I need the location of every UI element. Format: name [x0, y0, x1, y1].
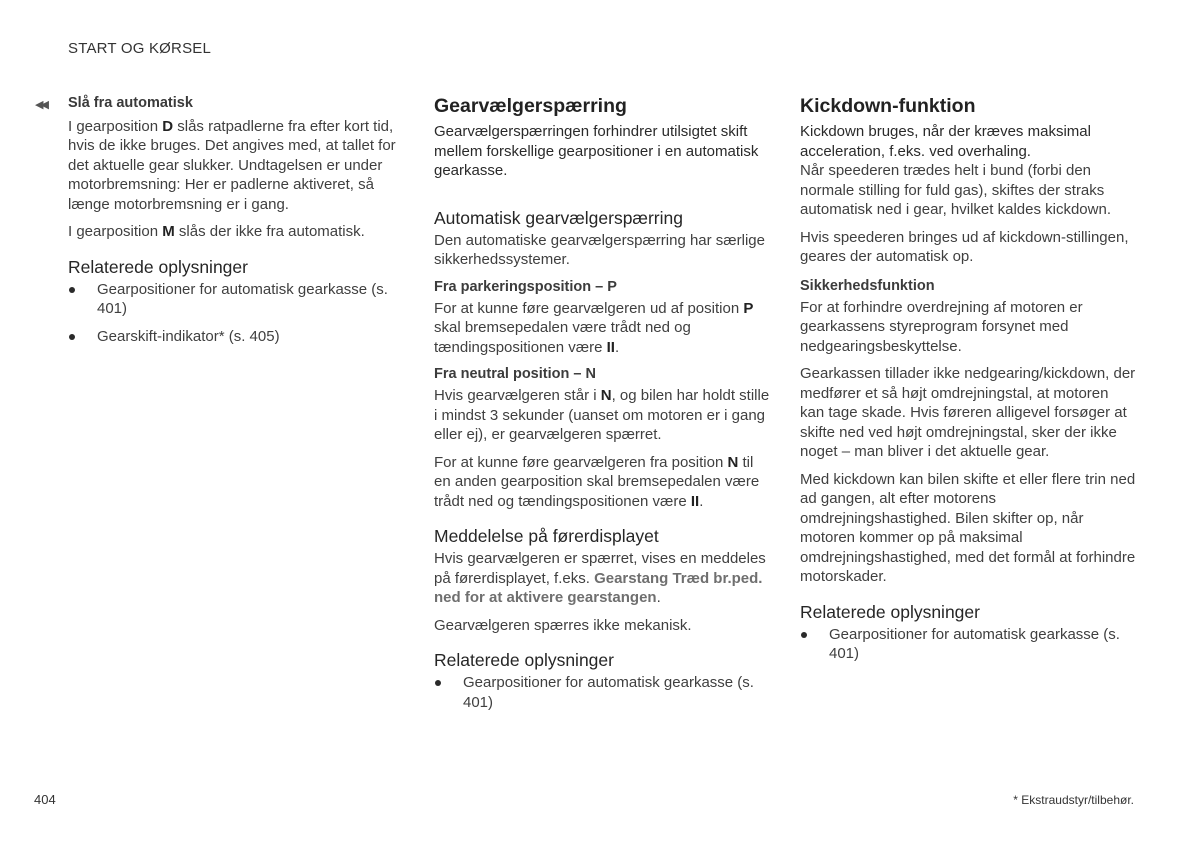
display-message: Gearstang Træd br.ped. ned for at aktivere gearstangen [434, 569, 763, 606]
related-heading: Relaterede oplysninger [68, 256, 248, 277]
paragraph: Hvis gearvælgeren er spærret, vises en meddeles på førerdisplayet, f.eks. Gearstang Træd br.ped. ned for at aktivere gearstangen. [434, 550, 766, 606]
section-header: START OG KØRSEL [68, 40, 212, 57]
subheading-park: Fra parkeringsposition – P [434, 278, 617, 295]
section-intro: Kickdown bruges, når der kræves maksimal acceleration, f.eks. ved overhaling. [800, 123, 1091, 160]
section-title: Gearvælgerspærring [434, 95, 627, 117]
section-title: Kickdown-funktion [800, 95, 976, 117]
page-number: 404 [34, 792, 56, 807]
bullet-icon [69, 287, 75, 293]
related-heading: Relaterede oplysninger [800, 601, 980, 622]
subsection-title: Meddelelse på førerdisplayet [434, 526, 659, 546]
section-intro: Gearvælgerspærringen forhindrer utilsigtet skift mellem forskellige gearpositioner i en automatisk gearkasse. [434, 123, 759, 179]
related-heading: Relaterede oplysninger [434, 650, 614, 670]
related-link[interactable]: Gearpositioner for automatisk gearkasse (s. 401) [68, 280, 400, 319]
column-left [35, 94, 400, 354]
paragraph: Med kickdown kan bilen skifte et eller flere trin ned ad gangen, alt efter motorens omdrejningshastighed. Bilen skifter op, når motoren kommer op på maksimal omdrejningshastighed, med det formål at forhindre motorskader. [800, 470, 1136, 585]
paragraph: For at kunne føre gearvælgeren fra position N til en anden gearposition skal bremsepedalen være trådt ned og tændingspositionen være II. [434, 453, 760, 510]
subheading-safety: Sikkerhedsfunktion [800, 277, 935, 294]
paragraph-gear-d: I gearposition D slås ratpadlerne fra efter kort tid, hvis de ikke bruges. Det angives med, at tallet for det aktuelle gear slukker. Undtagelsen er under motorbremsning: Her er padlerne aktiveret, så længe motorbremsning er i gang. [68, 117, 396, 213]
bullet-icon [435, 680, 441, 686]
paragraph-gear-m: I gearposition M slås der ikke fra automatisk. [68, 223, 365, 240]
paragraph: Gearkassen tillader ikke nedgearing/kickdown, der medfører et så højt omdrejningstal, at motoren kan tage skade. Hvis føreren alligevel forsøger at skifte ned ved højt omdrejningstal, sker der ikke noget – man bliver i det aktuelle gear. [800, 365, 1136, 460]
related-link[interactable]: Gearpositioner for automatisk gearkasse (s. 401) [434, 673, 770, 712]
footnote: * Ekstraudstyr/tilbehør. [1013, 793, 1134, 807]
paragraph: Hvis gearvælgeren står i N, og bilen har holdt stille i mindst 3 sekunder (uanset om motoren er i gang eller ej), er gearvælgeren spærret. [434, 387, 770, 443]
related-link[interactable]: Gearskift-indikator* (s. 405) [68, 327, 400, 347]
column-right [800, 94, 1136, 672]
paragraph: For at forhindre overdrejning af motoren er gearkassens styreprogram forsynet med nedgearingsbeskyttelse. [800, 298, 1083, 355]
related-link[interactable]: Gearpositioner for automatisk gearkasse (s. 401) [800, 625, 1136, 664]
related-list [800, 625, 1136, 664]
related-list [434, 673, 770, 712]
paragraph: For at kunne føre gearvælgeren ud af position P skal bremsepedalen være trådt ned og tændingspositionen være II. [434, 299, 754, 356]
bullet-icon [69, 334, 75, 340]
related-list [68, 280, 400, 347]
paragraph: Hvis speederen bringes ud af kickdown-stillingen, geares der automatisk op. [800, 228, 1129, 265]
bullet-icon [801, 632, 807, 638]
paragraph: Gearvælgeren spærres ikke mekanisk. [434, 616, 692, 634]
continued-from-previous-icon: ◀◀ [35, 99, 46, 111]
continued-heading: Slå fra automatisk [68, 95, 193, 111]
paragraph: Den automatiske gearvælgerspærring har særlige sikkerhedssystemer. [434, 231, 765, 268]
subsection-title: Automatisk gearvælgerspærring [434, 207, 683, 228]
column-middle [434, 94, 770, 720]
paragraph: Når speederen trædes helt i bund (forbi den normale stilling for fuld gas), skiftes der straks automatisk ned i gear, hvilket kaldes kickdown. [800, 162, 1111, 218]
subheading-neutral: Fra neutral position – N [434, 366, 596, 382]
